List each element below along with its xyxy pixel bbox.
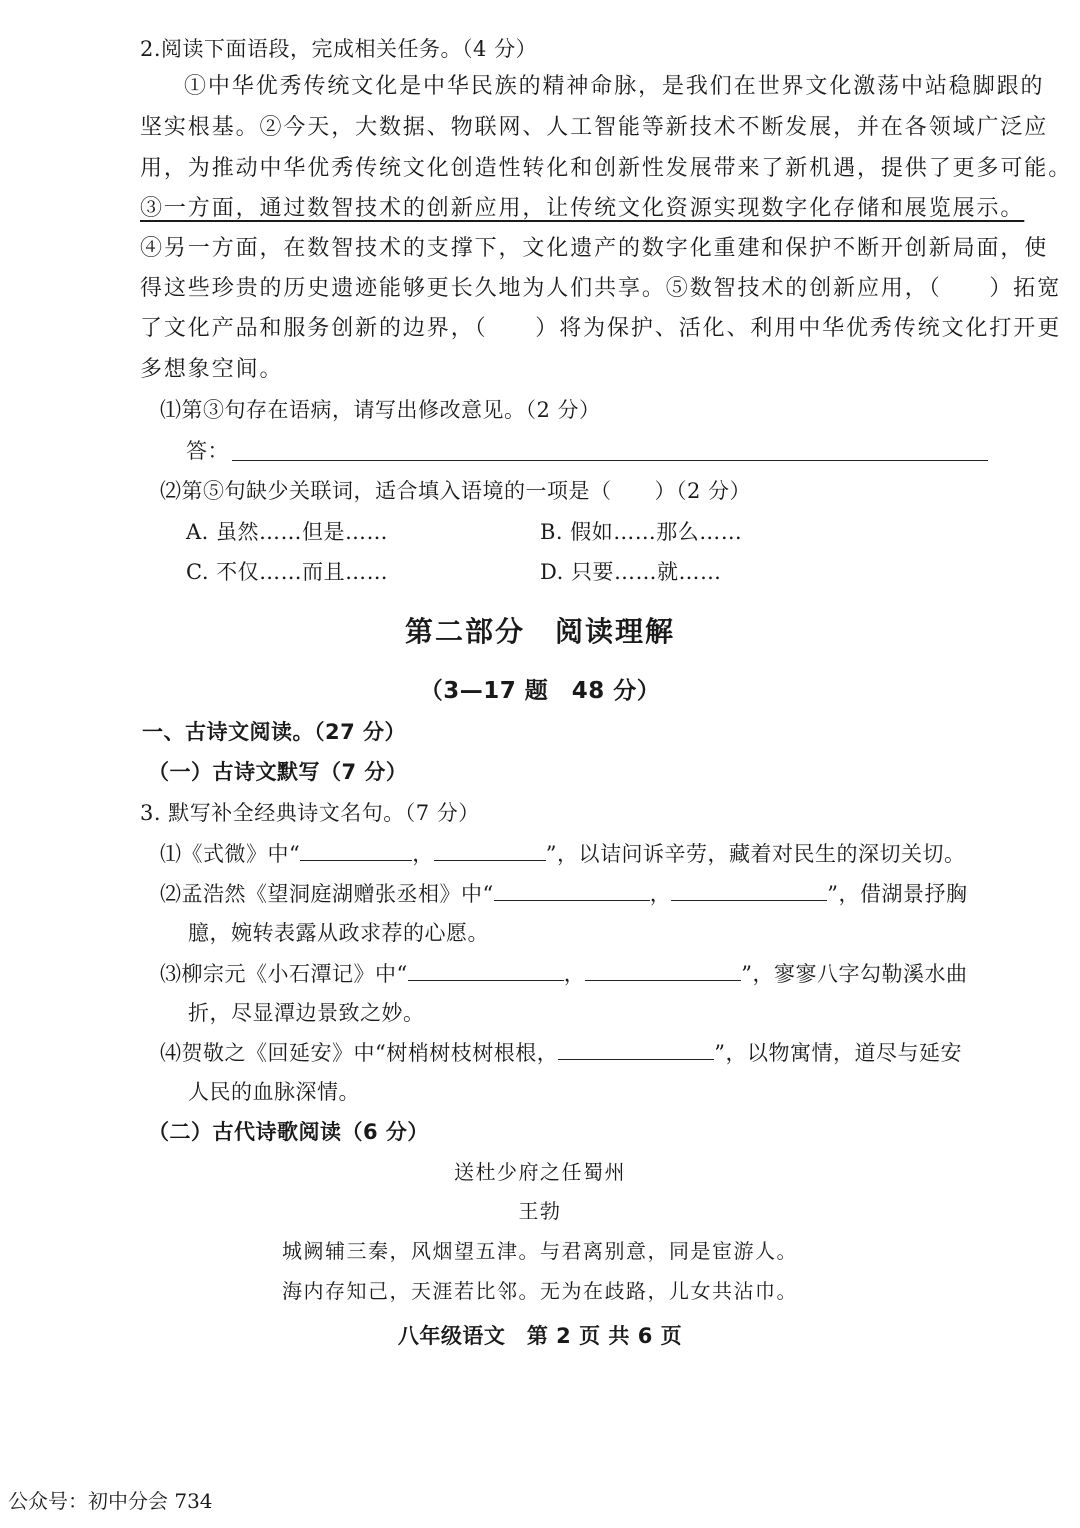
- fill-blank[interactable]: [585, 958, 741, 981]
- q3-item-2-continued: 臆，婉转表露从政求荐的心愿。: [188, 921, 489, 945]
- fill-blank[interactable]: [434, 838, 546, 861]
- q3-item-1: [160, 838, 965, 869]
- q3-item-1-text: ⑴《式微》中“: [160, 842, 301, 866]
- q3-comma: ，: [649, 882, 672, 906]
- q2-paragraph-line: 用，为推动中华优秀传统文化创造性转化和创新性发展带来了新机遇，提供了更多可能。: [140, 156, 1073, 181]
- question-2-title: 2.阅读下面语段，完成相关任务。（4 分）: [140, 37, 538, 61]
- q3-item-4: [160, 1037, 962, 1068]
- q3-comma: ，: [563, 962, 586, 986]
- option-d[interactable]: D. 只要……就……: [540, 560, 722, 584]
- answer-label: 答：: [186, 439, 229, 463]
- q2-paragraph-line: ④另一方面，在数智技术的支撑下，文化遗产的数字化重建和保护不断开创新局面，使: [140, 236, 1049, 261]
- fill-blank[interactable]: [408, 958, 564, 981]
- page-footer: 八年级语文 第 2 页 共 6 页: [397, 1324, 683, 1348]
- q3-item-2: [160, 878, 968, 909]
- fill-blank[interactable]: [671, 878, 827, 901]
- watermark-text: 公众号：初中分会 734: [8, 1489, 213, 1513]
- q2-paragraph-line: 多想象空间。: [140, 357, 284, 382]
- q3-item-4-tail: ”，以物寓情，道尽与延安: [714, 1041, 962, 1065]
- poem-author: 王勃: [518, 1199, 562, 1223]
- poem-line: 城阙辅三秦，风烟望五津。与君离别意，同是宦游人。: [282, 1239, 798, 1263]
- q3-item-4-text: ⑷贺敬之《回延安》中“树梢树枝树根根，: [160, 1041, 559, 1065]
- q2-paragraph-line: 坚实根基。②今天，大数据、物联网、人工智能等新技术不断发展，并在各领域广泛应: [140, 115, 1049, 140]
- q3-item-3: [160, 958, 968, 989]
- option-a[interactable]: A. 虽然……但是……: [186, 520, 389, 544]
- q3-item-2-tail: ”，借湖景抒胸: [827, 882, 968, 906]
- option-c[interactable]: C. 不仅……而且……: [186, 560, 389, 584]
- poem-title: 送杜少府之任蜀州: [454, 1160, 626, 1184]
- q3-item-3-tail: ”，寥寥八字勾勒溪水曲: [741, 962, 968, 986]
- poem-line: 海内存知己，天涯若比邻。无为在歧路，儿女共沾巾。: [282, 1279, 798, 1303]
- section-heading: 一、古诗文阅读。（27 分）: [142, 720, 407, 744]
- subsection-heading: （二）古代诗歌阅读（6 分）: [148, 1120, 429, 1144]
- answer-line[interactable]: [232, 460, 988, 461]
- q2-sub-question-2: ⑵第⑤句缺少关联词，适合填入语境的一项是（ ）（2 分）: [160, 479, 752, 503]
- part-two-subtitle: （3—17 题 48 分）: [419, 678, 661, 704]
- fill-blank[interactable]: [300, 838, 412, 861]
- subsection-heading: （一）古诗文默写（7 分）: [148, 760, 408, 784]
- q2-paragraph-line: 了文化产品和服务创新的边界，（ ）将为保护、活化、利用中华优秀传统文化打开更: [140, 316, 1062, 341]
- q3-item-4-continued: 人民的血脉深情。: [188, 1080, 360, 1104]
- q2-sub-question-1: ⑴第③句存在语病，请写出修改意见。（2 分）: [160, 398, 601, 422]
- q3-item-3-text: ⑶柳宗元《小石潭记》中“: [160, 962, 408, 986]
- q3-comma: ，: [412, 842, 434, 866]
- option-b[interactable]: B. 假如……那么……: [540, 520, 743, 544]
- q3-item-2-text: ⑵孟浩然《望洞庭湖赠张丞相》中“: [160, 882, 494, 906]
- fill-blank[interactable]: [494, 878, 650, 901]
- q3-item-1-tail: ”，以诘问诉辛劳，藏着对民生的深切关切。: [545, 842, 966, 866]
- fill-blank[interactable]: [558, 1037, 714, 1060]
- q2-paragraph-line-underlined: ③一方面，通过数智技术的创新应用，让传统文化资源实现数字化存储和展览展示。: [140, 196, 1025, 221]
- question-3-title: 3. 默写补全经典诗文名句。（7 分）: [140, 801, 480, 825]
- q2-paragraph-line: ①中华优秀传统文化是中华民族的精神命脉，是我们在世界文化激荡中站稳脚跟的: [184, 74, 1045, 99]
- part-two-title: 第二部分 阅读理解: [404, 615, 675, 648]
- q2-paragraph-line: 得这些珍贵的历史遗迹能够更长久地为人们共享。⑤数智技术的创新应用，（ ）拓宽: [140, 276, 1062, 301]
- q3-item-3-continued: 折，尽显潭边景致之妙。: [188, 1001, 425, 1025]
